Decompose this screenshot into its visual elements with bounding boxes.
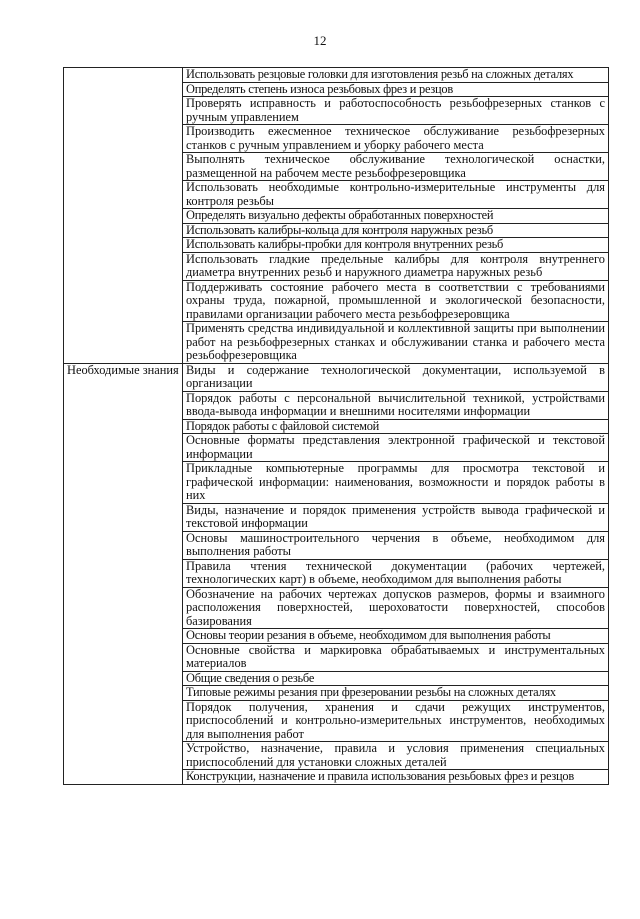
requirement-cell: Производить ежесменное техническое обслуживание резьбофрезерных станков с ручным управлением и уборку рабочего места [183, 125, 609, 153]
requirement-cell: Типовые режимы резания при фрезеровании резьбы на сложных деталях [183, 686, 609, 701]
requirement-cell: Порядок работы с персональной вычислительной техникой, устройствами ввода-вывода информации и внешними носителями информации [183, 391, 609, 419]
requirement-cell: Основные форматы представления электронной графической и текстовой информации [183, 434, 609, 462]
table-row [64, 363, 609, 391]
table-body [64, 68, 609, 785]
requirement-cell: Использовать калибры-пробки для контроля внутренних резьб [183, 238, 609, 253]
requirement-cell: Виды и содержание технологической документации, используемой в организации [183, 363, 609, 391]
requirement-cell: Поддерживать состояние рабочего места в соответствии с требованиями охраны труда, пожарной, промышленной и экологической безопасности, правилами организации рабочего места резьбофрезеровщика [183, 280, 609, 322]
requirement-cell: Прикладные компьютерные программы для просмотра текстовой и графической информации: наименования, возможности и порядок работы в них [183, 462, 609, 504]
requirements-table [63, 67, 609, 785]
requirement-cell: Правила чтения технической документации (рабочих чертежей, технологических карт) в объеме, необходимом для выполнения работы [183, 559, 609, 587]
section-label [64, 68, 183, 364]
requirement-cell: Определять визуально дефекты обработанных поверхностей [183, 209, 609, 224]
requirement-cell: Выполнять техническое обслуживание технологической оснастки, размещенной на рабочем месте резьбофрезеровщика [183, 153, 609, 181]
section-label: Необходимые знания [64, 363, 183, 784]
requirement-cell: Использовать калибры-кольца для контроля наружных резьб [183, 223, 609, 238]
requirement-cell: Конструкции, назначение и правила использования резьбовых фрез и резцов [183, 770, 609, 785]
requirement-cell: Общие сведения о резьбе [183, 671, 609, 686]
requirement-cell: Определять степень износа резьбовых фрез и резцов [183, 82, 609, 97]
page-number: 12 [313, 33, 327, 48]
requirement-cell: Устройство, назначение, правила и условия применения специальных приспособлений для установки сложных деталей [183, 742, 609, 770]
requirement-cell: Основы теории резания в объеме, необходимом для выполнения работы [183, 629, 609, 644]
requirement-cell: Использовать резцовые головки для изготовления резьб на сложных деталях [183, 68, 609, 83]
requirement-cell: Порядок получения, хранения и сдачи режущих инструментов, приспособлений и контрольно-измерительных инструментов, необходимых для выполнения работ [183, 700, 609, 742]
table-row [64, 68, 609, 83]
requirement-cell: Обозначение на рабочих чертежах допусков размеров, формы и взаимного расположения поверхностей, шероховатости поверхностей, способов базирования [183, 587, 609, 629]
requirement-cell: Использовать гладкие предельные калибры для контроля внутреннего диаметра внутренних резьб и наружного диаметра наружных резьб [183, 252, 609, 280]
requirement-cell: Основы машиностроительного черчения в объеме, необходимом для выполнения работы [183, 531, 609, 559]
requirement-cell: Использовать необходимые контрольно-измерительные инструменты для контроля резьбы [183, 181, 609, 209]
requirement-cell: Виды, назначение и порядок применения устройств вывода графической и текстовой информации [183, 503, 609, 531]
requirement-cell: Порядок работы с файловой системой [183, 419, 609, 434]
requirement-cell: Основные свойства и маркировка обрабатываемых и инструментальных материалов [183, 643, 609, 671]
requirement-cell: Применять средства индивидуальной и коллективной защиты при выполнении работ на резьбофрезерных станках и обслуживании станка и рабочего места резьбофрезеровщика [183, 322, 609, 364]
requirement-cell: Проверять исправность и работоспособность резьбофрезерных станков с ручным управлением [183, 97, 609, 125]
